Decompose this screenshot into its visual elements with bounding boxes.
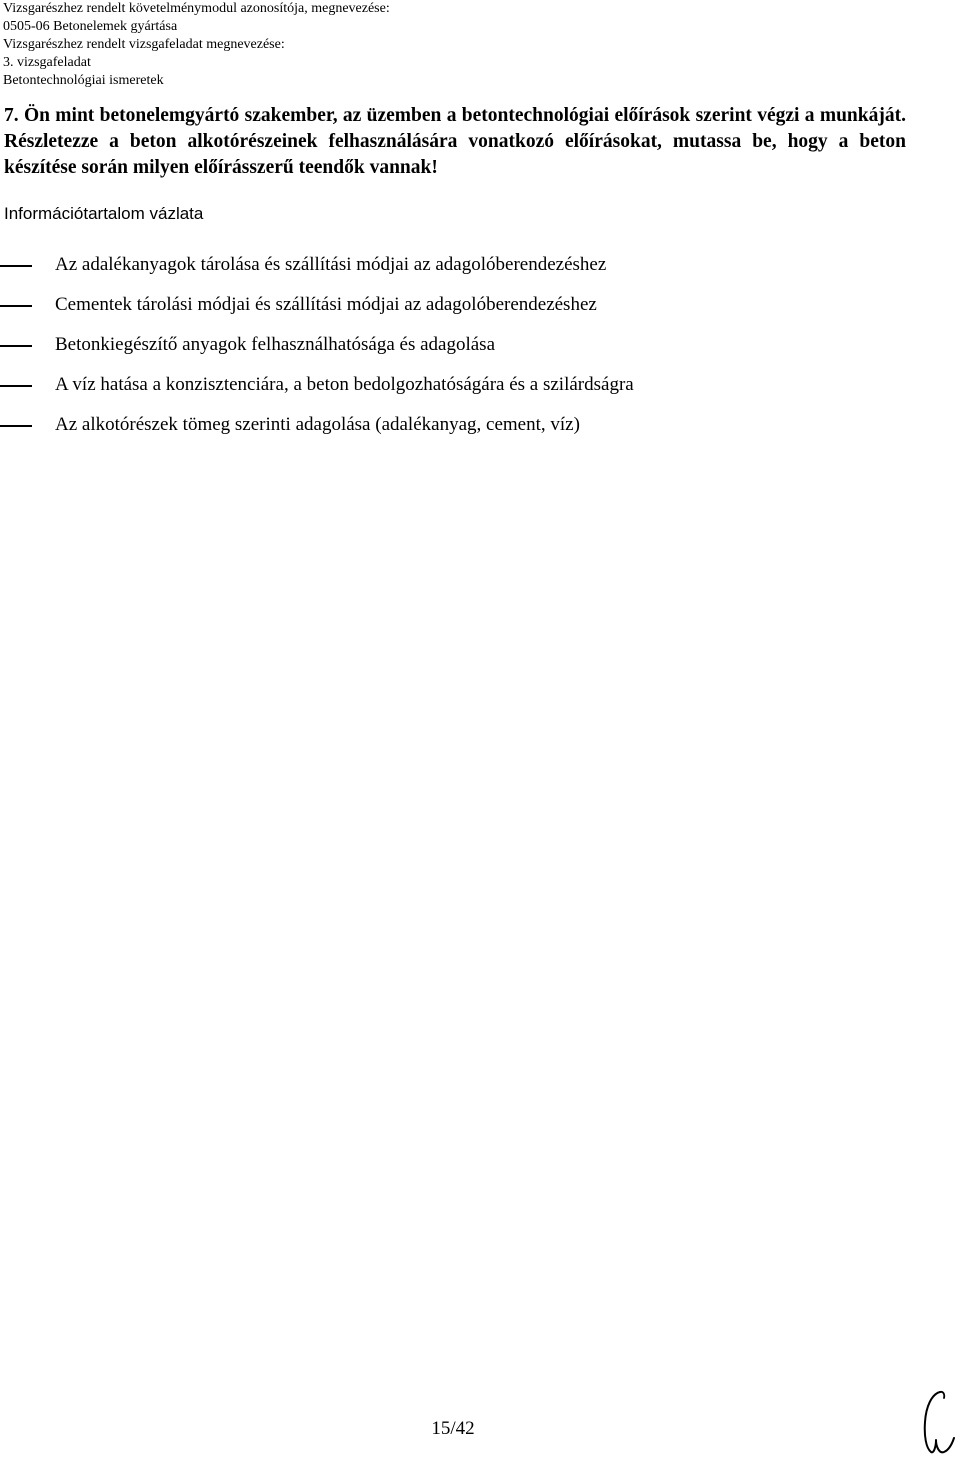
dash-bullet-icon xyxy=(0,425,32,427)
list-item-text: A víz hatása a konzisztenciára, a beton bedolgozhatóságára és a szilárdságra xyxy=(55,374,634,395)
list-item-text: Betonkiegészítő anyagok felhasználhatósága és adagolása xyxy=(55,334,495,355)
list-item xyxy=(0,294,940,334)
list-item-text: Az adalékanyagok tárolása és szállítási módjai az adagolóberendezéshez xyxy=(55,254,607,275)
header-task-name: Betontechnológiai ismeretek xyxy=(3,73,164,88)
list-item xyxy=(0,334,940,374)
info-outline-list xyxy=(0,254,940,454)
list-item xyxy=(0,254,940,294)
header-task-number: 3. vizsgafeladat xyxy=(3,55,91,70)
document-header xyxy=(3,0,390,90)
list-item-text: Az alkotórészek tömeg szerinti adagolása (adalékanyag, cement, víz) xyxy=(55,414,580,435)
dash-bullet-icon xyxy=(0,345,32,347)
info-heading: Információtartalom vázlata xyxy=(4,204,204,223)
page-number: 15/42 xyxy=(431,1418,475,1439)
signature-icon xyxy=(918,1388,958,1458)
header-module-name: 0505-06 Betonelemek gyártása xyxy=(3,19,178,34)
header-task-label: Vizsgarészhez rendelt vizsgafeladat megnevezése: xyxy=(3,37,285,52)
list-item xyxy=(0,374,940,414)
dash-bullet-icon xyxy=(0,265,32,267)
dash-bullet-icon xyxy=(0,305,32,307)
list-item-text: Cementek tárolási módjai és szállítási módjai az adagolóberendezéshez xyxy=(55,294,597,315)
task-question: 7. Ön mint betonelemgyártó szakember, az üzemben a betontechnológiai előírások szerint végzi a munkáját. Részletezze a beton alkotórészeinek felhasználására vonatkozó előírásokat, mutassa be, hogy a beton készítése során milyen előírásszerű teendők vannak! xyxy=(4,105,906,178)
list-item xyxy=(0,414,940,454)
dash-bullet-icon xyxy=(0,385,32,387)
header-module-label: Vizsgarészhez rendelt követelménymodul azonosítója, megnevezése: xyxy=(3,1,390,16)
